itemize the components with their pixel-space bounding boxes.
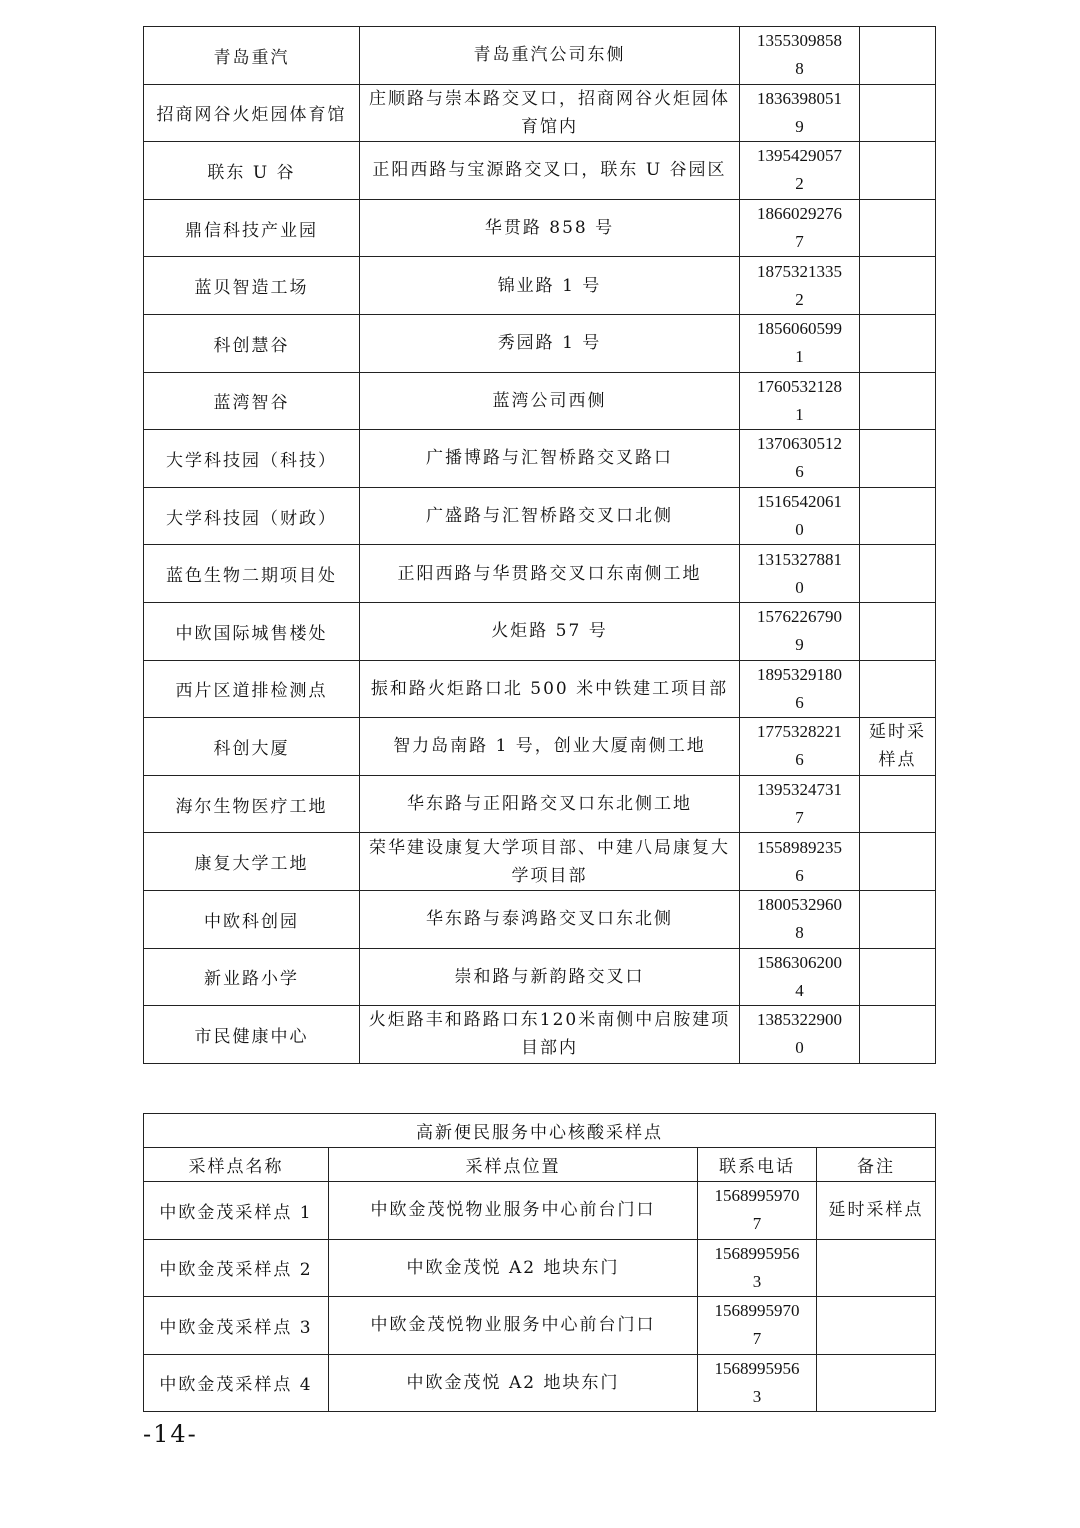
table-row <box>144 142 936 200</box>
cell-location: 广播博路与汇智桥路交叉路口 <box>360 430 740 488</box>
cell-name: 科创慧谷 <box>144 314 360 372</box>
header-name: 采样点名称 <box>144 1148 329 1182</box>
phone-line-2: 3 <box>752 1271 762 1291</box>
cell-location: 华贯路 858 号 <box>360 199 740 257</box>
cell-name: 大学科技园（财政） <box>144 487 360 545</box>
phone-line-2: 6 <box>795 865 804 885</box>
phone-line-2: 6 <box>795 462 804 482</box>
cell-note: 延时采样点 <box>860 718 936 776</box>
cell-name: 蓝色生物二期项目处 <box>144 545 360 603</box>
phone-line-2: 1 <box>795 347 804 367</box>
header-phone: 联系电话 <box>698 1148 817 1182</box>
cell-name: 中欧金茂采样点 1 <box>144 1182 329 1240</box>
cell-location: 庄顺路与崇本路交叉口，招商网谷火炬园体育馆内 <box>360 84 740 142</box>
cell-phone <box>740 199 860 257</box>
cell-location: 正阳西路与宝源路交叉口，联东 U 谷园区 <box>360 142 740 200</box>
table-row <box>144 660 936 718</box>
phone-line-1: 1315327881 <box>757 549 842 569</box>
cell-name: 青岛重汽 <box>144 27 360 85</box>
cell-note <box>860 833 936 891</box>
cell-name: 蓝湾智谷 <box>144 372 360 430</box>
cell-note <box>860 27 936 85</box>
table-row <box>144 718 936 776</box>
cell-phone <box>740 948 860 1006</box>
cell-location: 华东路与泰鸿路交叉口东北侧 <box>360 890 740 948</box>
cell-location: 智力岛南路 1 号，创业大厦南侧工地 <box>360 718 740 776</box>
phone-line-1: 1516542061 <box>757 492 842 512</box>
table-row <box>144 833 936 891</box>
cell-location: 振和路火炬路口北 500 米中铁建工项目部 <box>360 660 740 718</box>
cell-location: 蓝湾公司西侧 <box>360 372 740 430</box>
cell-phone <box>698 1297 817 1355</box>
cell-phone <box>740 775 860 833</box>
phone-line-1: 1370630512 <box>757 434 842 454</box>
cell-note <box>860 142 936 200</box>
cell-note <box>860 545 936 603</box>
cell-name: 海尔生物医疗工地 <box>144 775 360 833</box>
table-row <box>144 602 936 660</box>
cell-name: 西片区道排检测点 <box>144 660 360 718</box>
cell-phone <box>740 314 860 372</box>
cell-location: 华东路与正阳路交叉口东北侧工地 <box>360 775 740 833</box>
cell-phone <box>740 27 860 85</box>
cell-note <box>860 775 936 833</box>
table-row <box>144 775 936 833</box>
cell-location: 火炬路丰和路路口东120米南侧中启胺建项目部内 <box>360 1006 740 1064</box>
phone-line-1: 1558989235 <box>757 837 842 857</box>
service-center-table <box>143 1113 936 1412</box>
cell-name: 招商网谷火炬园体育馆 <box>144 84 360 142</box>
cell-phone <box>740 602 860 660</box>
table-row <box>144 1239 936 1297</box>
cell-note <box>860 487 936 545</box>
cell-phone <box>698 1354 817 1412</box>
phone-line-2: 1 <box>795 404 804 424</box>
phone-line-2: 0 <box>795 520 804 540</box>
service-center-rows <box>144 1182 936 1412</box>
phone-line-1: 1875321335 <box>757 261 842 281</box>
sampling-points-table <box>143 26 936 1064</box>
phone-line-2: 6 <box>795 750 804 770</box>
cell-note <box>860 602 936 660</box>
cell-note <box>860 84 936 142</box>
table-row <box>144 430 936 488</box>
phone-line-1: 1568995956 <box>714 1243 800 1263</box>
table-row <box>144 1354 936 1412</box>
table-row <box>144 487 936 545</box>
cell-note <box>817 1239 936 1297</box>
phone-line-2: 7 <box>752 1214 762 1234</box>
cell-location: 中欧金茂悦 A2 地块东门 <box>329 1354 698 1412</box>
cell-phone <box>698 1239 817 1297</box>
table-title: 高新便民服务中心核酸采样点 <box>144 1114 936 1148</box>
table-row <box>144 545 936 603</box>
table-title-row <box>144 1114 936 1148</box>
cell-name: 市民健康中心 <box>144 1006 360 1064</box>
phone-line-2: 3 <box>752 1386 762 1406</box>
cell-name: 大学科技园（科技） <box>144 430 360 488</box>
phone-line-2: 8 <box>795 59 804 79</box>
cell-name: 蓝贝智造工场 <box>144 257 360 315</box>
cell-note <box>860 372 936 430</box>
phone-line-1: 1866029276 <box>757 204 842 224</box>
table-row <box>144 1297 936 1355</box>
cell-name: 中欧科创园 <box>144 890 360 948</box>
cell-name: 新业路小学 <box>144 948 360 1006</box>
phone-line-2: 8 <box>795 923 804 943</box>
cell-note <box>860 660 936 718</box>
cell-note <box>860 890 936 948</box>
cell-name: 鼎信科技产业园 <box>144 199 360 257</box>
cell-location: 荣华建设康复大学项目部、中建八局康复大学项目部 <box>360 833 740 891</box>
cell-phone <box>698 1182 817 1240</box>
cell-phone <box>740 257 860 315</box>
cell-note: 延时采样点 <box>817 1182 936 1240</box>
phone-line-1: 1856060599 <box>757 319 842 339</box>
phone-line-1: 1836398051 <box>757 88 842 108</box>
cell-location: 锦业路 1 号 <box>360 257 740 315</box>
cell-name: 中欧国际城售楼处 <box>144 602 360 660</box>
phone-line-1: 1355309858 <box>757 31 842 51</box>
phone-line-1: 1760532128 <box>757 376 842 396</box>
phone-line-2: 7 <box>752 1329 762 1349</box>
cell-note <box>860 199 936 257</box>
cell-name: 中欧金茂采样点 4 <box>144 1354 329 1412</box>
cell-note <box>860 1006 936 1064</box>
cell-note <box>860 314 936 372</box>
service-center-table-body <box>144 1114 936 1182</box>
phone-line-2: 0 <box>795 577 804 597</box>
cell-location: 青岛重汽公司东侧 <box>360 27 740 85</box>
phone-line-2: 2 <box>795 174 804 194</box>
phone-line-1: 1568995970 <box>714 1186 800 1206</box>
cell-location: 火炬路 57 号 <box>360 602 740 660</box>
cell-phone <box>740 833 860 891</box>
table-header-row <box>144 1148 936 1182</box>
cell-name: 中欧金茂采样点 2 <box>144 1239 329 1297</box>
cell-location: 崇和路与新韵路交叉口 <box>360 948 740 1006</box>
phone-line-1: 1568995956 <box>714 1358 800 1378</box>
phone-line-2: 7 <box>795 232 804 252</box>
phone-line-1: 1395324731 <box>757 780 842 800</box>
cell-location: 中欧金茂悦 A2 地块东门 <box>329 1239 698 1297</box>
table-row <box>144 1006 936 1064</box>
cell-name: 康复大学工地 <box>144 833 360 891</box>
header-location: 采样点位置 <box>329 1148 698 1182</box>
cell-name: 科创大厦 <box>144 718 360 776</box>
table-row <box>144 27 936 85</box>
phone-line-2: 7 <box>795 808 804 828</box>
page-number: -14- <box>143 1420 198 1448</box>
cell-location: 秀园路 1 号 <box>360 314 740 372</box>
phone-line-1: 1385322900 <box>757 1010 842 1030</box>
cell-phone <box>740 545 860 603</box>
table-row <box>144 1182 936 1240</box>
cell-location: 中欧金茂悦物业服务中心前台门口 <box>329 1297 698 1355</box>
cell-phone <box>740 84 860 142</box>
phone-line-1: 1895329180 <box>757 664 842 684</box>
cell-phone <box>740 660 860 718</box>
cell-location: 正阳西路与华贯路交叉口东南侧工地 <box>360 545 740 603</box>
cell-phone <box>740 1006 860 1064</box>
phone-line-2: 9 <box>795 635 804 655</box>
cell-phone <box>740 430 860 488</box>
cell-note <box>817 1354 936 1412</box>
cell-note <box>860 257 936 315</box>
cell-note <box>860 948 936 1006</box>
phone-line-2: 0 <box>795 1038 804 1058</box>
cell-phone <box>740 487 860 545</box>
header-note: 备注 <box>817 1148 936 1182</box>
table-row <box>144 314 936 372</box>
sampling-points-table-body <box>144 27 936 1064</box>
cell-phone <box>740 890 860 948</box>
phone-line-1: 1586306200 <box>757 952 842 972</box>
cell-phone <box>740 718 860 776</box>
cell-phone <box>740 142 860 200</box>
phone-line-1: 1775328221 <box>757 722 842 742</box>
table-row <box>144 372 936 430</box>
phone-line-2: 4 <box>795 980 804 1000</box>
cell-location: 广盛路与汇智桥路交叉口北侧 <box>360 487 740 545</box>
table-row <box>144 84 936 142</box>
phone-line-2: 2 <box>795 289 804 309</box>
phone-line-2: 6 <box>795 692 804 712</box>
phone-line-1: 1800532960 <box>757 895 842 915</box>
table-row <box>144 890 936 948</box>
table-row <box>144 257 936 315</box>
cell-note <box>860 430 936 488</box>
cell-note <box>817 1297 936 1355</box>
cell-name: 中欧金茂采样点 3 <box>144 1297 329 1355</box>
cell-phone <box>740 372 860 430</box>
phone-line-1: 1395429057 <box>757 146 842 166</box>
table-row <box>144 199 936 257</box>
phone-line-2: 9 <box>795 116 804 136</box>
phone-line-1: 1576226790 <box>757 607 842 627</box>
cell-location: 中欧金茂悦物业服务中心前台门口 <box>329 1182 698 1240</box>
phone-line-1: 1568995970 <box>714 1301 800 1321</box>
table-row <box>144 948 936 1006</box>
cell-name: 联东 U 谷 <box>144 142 360 200</box>
